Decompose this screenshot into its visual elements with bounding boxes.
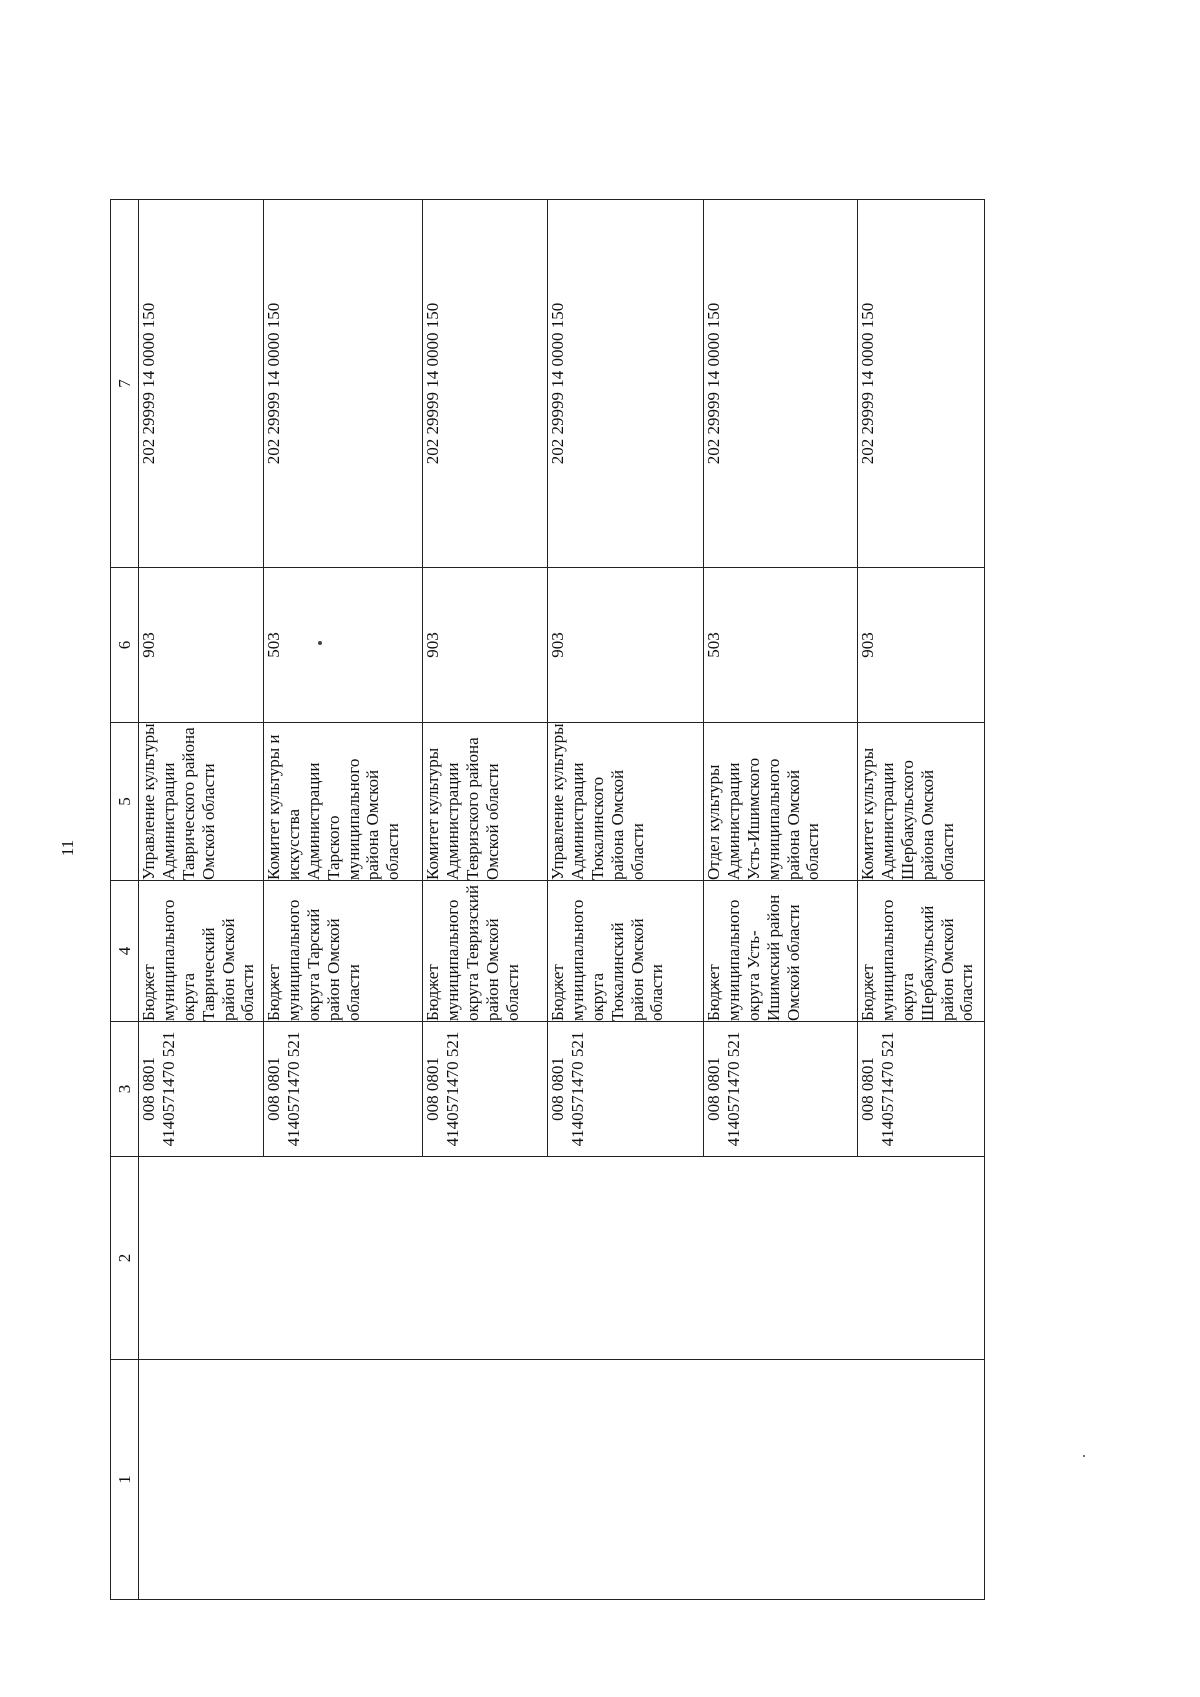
number-cell: 903: [548, 568, 704, 723]
budget-table: [110, 199, 985, 1600]
code-cell: 008 0801 4140571470 521: [858, 1022, 985, 1157]
scan-speck: [1083, 1455, 1085, 1457]
budget-cell: Бюджет муниципального округа Усть-Ишимский район Омской области: [704, 881, 858, 1022]
number-cell: 903: [139, 568, 264, 723]
kbk-cell: 202 29999 14 0000 150: [264, 200, 423, 568]
kbk-cell: 202 29999 14 0000 150: [423, 200, 548, 568]
admin-cell: Отдел культуры Администрации Усть-Ишимского муниципального района Омской области: [704, 723, 858, 881]
budget-cell: Бюджет муниципального округа Тевризский район Омской области: [423, 881, 548, 1022]
col-header-2: 2: [111, 1157, 139, 1360]
number-cell: 903: [858, 568, 985, 723]
col-header-6: 6: [111, 568, 139, 723]
col-header-5: 5: [111, 723, 139, 881]
budget-cell: Бюджет муниципального округа Тюкалинский район Омской области: [548, 881, 704, 1022]
admin-cell: Комитет культуры Администрации Тевризского района Омской области: [423, 723, 548, 881]
admin-cell: Управление культуры Администрации Тюкалинского района Омской области: [548, 723, 704, 881]
number-cell: 903: [423, 568, 548, 723]
kbk-cell: 202 29999 14 0000 150: [139, 200, 264, 568]
admin-cell: Комитет культуры Администрации Шербакульского района Омской области: [858, 723, 985, 881]
table-row: [139, 200, 264, 1600]
rotated-table-container: [110, 200, 1050, 1600]
kbk-cell: 202 29999 14 0000 150: [858, 200, 985, 568]
admin-cell: Управление культуры Администрации Таврического района Омской области: [139, 723, 264, 881]
budget-cell: Бюджет муниципального округа Тарский район Омской области: [264, 881, 423, 1022]
col-header-1: 1: [111, 1360, 139, 1600]
page-number: 11: [58, 839, 77, 857]
kbk-cell: 202 29999 14 0000 150: [704, 200, 858, 568]
col-header-7: 7: [111, 200, 139, 568]
col-header-3: 3: [111, 1022, 139, 1157]
col2-cell: [139, 1157, 985, 1360]
col-header-4: 4: [111, 881, 139, 1022]
code-cell: 008 0801 4140571470 521: [548, 1022, 704, 1157]
scan-speck: [318, 641, 322, 645]
budget-cell: Бюджет муниципального округа Таврический район Омской области: [139, 881, 264, 1022]
code-cell: 008 0801 4140571470 521: [704, 1022, 858, 1157]
number-cell: 503: [704, 568, 858, 723]
code-cell: 008 0801 4140571470 521: [264, 1022, 423, 1157]
budget-cell: Бюджет муниципального округа Шербакульский район Омской области: [858, 881, 985, 1022]
header-row: [111, 200, 139, 1600]
number-cell: 503: [264, 568, 423, 723]
code-cell: 008 0801 4140571470 521: [139, 1022, 264, 1157]
col1-cell: [139, 1360, 985, 1600]
admin-cell: Комитет культуры и искусства Администрации Тарского муниципального района Омской области: [264, 723, 423, 881]
kbk-cell: 202 29999 14 0000 150: [548, 200, 704, 568]
code-cell: 008 0801 4140571470 521: [423, 1022, 548, 1157]
